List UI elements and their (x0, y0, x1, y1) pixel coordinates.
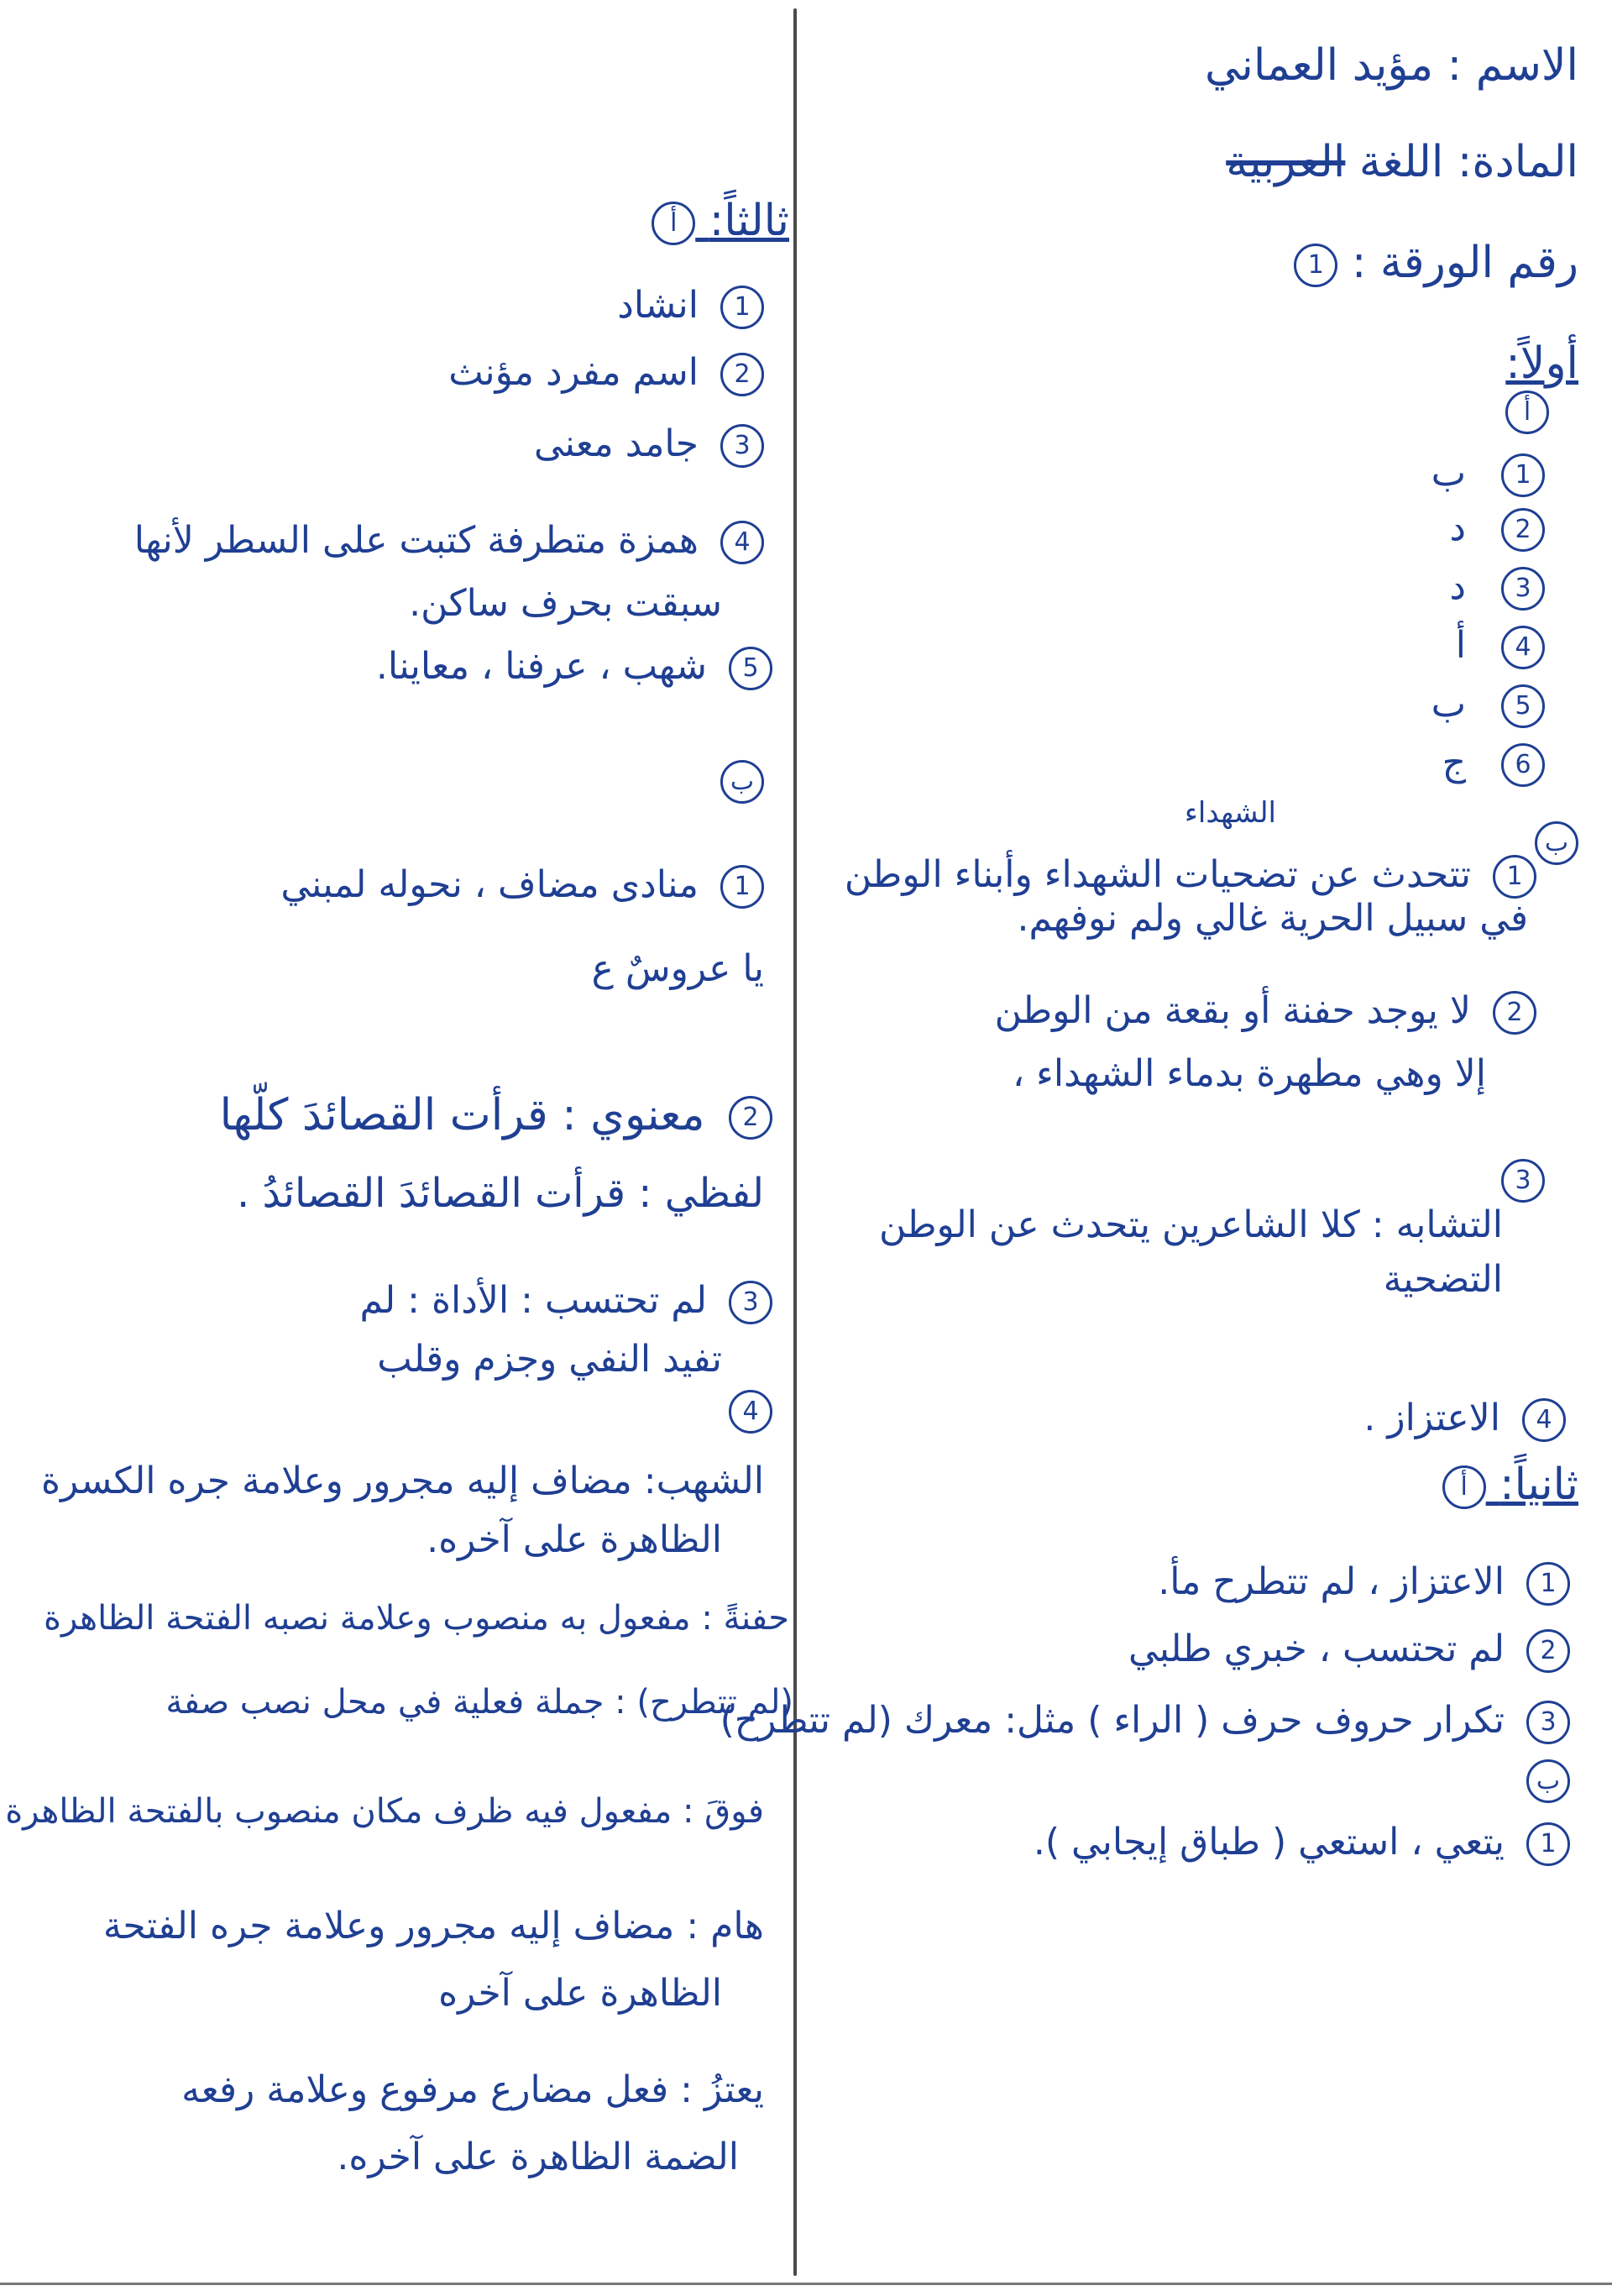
irab-1: الشهب: مضاف إليه مجرور وعلامة جره الكسرة (40, 1460, 764, 1502)
right-b-line-5: التشابه : كلا الشاعرين يتحدث عن الوطن (879, 1203, 1503, 1246)
sheet-line (1284, 239, 1578, 287)
third-b-4: 4 (719, 1390, 772, 1434)
third-item-2: 2 اسم مفرد مؤنث (448, 353, 764, 396)
subject-line (1226, 139, 1578, 186)
irab-2: حفنةً : مفعول به منصوب وعلامة نصبه الفتحة الظاهرة (44, 1599, 789, 1638)
student-name: الاسم : مؤيد العماني (1205, 40, 1578, 91)
irab-6b: الضمة الظاهرة على آخره. (337, 2136, 739, 2178)
first-item-1 (1431, 453, 1545, 497)
third-b-1b: يا عروسٌ ع (591, 947, 764, 990)
first-item-number: 5 (1501, 684, 1545, 728)
first-item-2 (1449, 508, 1545, 552)
first-item-number: 1 (1501, 453, 1545, 497)
first-item-4 (1456, 626, 1545, 669)
second-title: ثانياً: أ (1432, 1461, 1578, 1509)
second-b-label: ب (1516, 1759, 1570, 1803)
third-b-2b: لفظي : قرأت القصائدَ القصائدُ . (236, 1170, 764, 1217)
first-title: أولاً: (1505, 338, 1578, 389)
first-item-answer: د (1449, 506, 1466, 549)
right-b-num-4: 4 (1522, 1398, 1566, 1442)
bottom-rule (0, 2283, 1612, 2285)
first-item-3 (1449, 567, 1545, 611)
subject-crossed: العربية (1226, 137, 1346, 187)
right-b-line-2: في سبيل الحرية غالي ولم نوفهم. (1017, 897, 1528, 940)
right-b-line-6: التضحية (1383, 1258, 1503, 1301)
subject-prefix: المادة: اللغة (1358, 137, 1578, 187)
first-item-number: 3 (1501, 567, 1545, 611)
right-b-line-4: إلا وهي مطهرة بدماء الشهداء ، (1012, 1052, 1486, 1095)
second-b-item-1: 1 يتعي ، استعي ( طباق إيجابي ). (1034, 1822, 1570, 1866)
third-item-1: 1 انشاد (617, 286, 764, 329)
first-item-answer: د (1449, 565, 1466, 608)
first-section (1495, 391, 1549, 434)
first-item-6 (1442, 743, 1545, 787)
third-item-3: 3 جامد معنى (534, 424, 764, 468)
right-b-num-1: 1 (1493, 855, 1536, 899)
third-b-2: 2 معنوي : قرأت القصائدَ كلّها (220, 1092, 772, 1140)
right-b-sup: الشهداء (1184, 796, 1276, 830)
second-item-1: 1 الاعتزاز ، لم تتطرح مأ. (1158, 1562, 1570, 1606)
right-b-line-3: 2 لا يوجد حفنة أو بقعة من الوطن (995, 991, 1536, 1035)
page-divider (793, 8, 797, 2276)
irab-6: يعتزُ : فعل مضارع مرفوع وعلامة رفعه (181, 2068, 764, 2111)
third-b-1: 1 منادى مضاف ، نحوله لمبني (280, 865, 764, 909)
right-b-num-3-wrap (1491, 1159, 1545, 1203)
first-item-answer: ب (1431, 452, 1466, 495)
right-b-num-2: 2 (1493, 991, 1536, 1035)
irab-3: (لم تتطرح) : جملة فعلية في محل نصب صفة (165, 1683, 793, 1722)
second-section: أ (1442, 1465, 1486, 1509)
first-item-number: 2 (1501, 508, 1545, 552)
right-b-circle: ب (1535, 821, 1578, 865)
sheet-label: رقم الورقة : (1351, 238, 1578, 288)
first-section-label: أ (1505, 391, 1549, 434)
third-item-5: 5 شهب ، عرفنا ، معاينا. (376, 647, 772, 690)
irab-1b: الظاهرة على آخره. (427, 1518, 722, 1561)
first-item-answer: أ (1455, 624, 1466, 667)
first-item-5 (1431, 684, 1545, 728)
first-item-number: 4 (1501, 626, 1545, 669)
right-b-line-1: 1 تتحدث عن تضحيات الشهداء وأبناء الوطن (845, 855, 1536, 899)
right-b-num-3: 3 (1501, 1159, 1545, 1203)
second-item-3: 3 تكرار حروف حرف ( الراء ) مثل: معرك (لم تتطرح) (720, 1701, 1570, 1744)
irab-5b: الظاهرة على آخره (438, 1972, 722, 2015)
first-item-answer: ج (1442, 742, 1466, 784)
third-b-label: ب (710, 760, 764, 804)
third-item-4: 4 همزة متطرفة كتبت على السطر لأنها (134, 521, 764, 564)
right-b-line-7: 4 الاعتزاز . (1363, 1398, 1566, 1442)
sheet-number: 1 (1294, 244, 1337, 287)
third-b-3b: تفيد النفي وجزم وقلب (377, 1338, 722, 1381)
third-b-3: 3 لم تحتسب : الأداة : لم (359, 1281, 772, 1324)
third-section: أ (652, 202, 695, 245)
first-item-answer: ب (1431, 683, 1466, 726)
third-item-4b: سبقت بحرف ساكن. (409, 582, 722, 625)
third-title: ثالثاً: أ (641, 197, 789, 245)
irab-5: هام : مضاف إليه مجرور وعلامة جره الفتحة (102, 1905, 764, 1947)
irab-4: فوقَ : مفعول فيه ظرف مكان منصوب بالفتحة الظاهرة (5, 1792, 764, 1831)
first-item-number: 6 (1501, 743, 1545, 787)
second-item-2: 2 لم تحتسب ، خبري طلبي (1128, 1629, 1570, 1673)
